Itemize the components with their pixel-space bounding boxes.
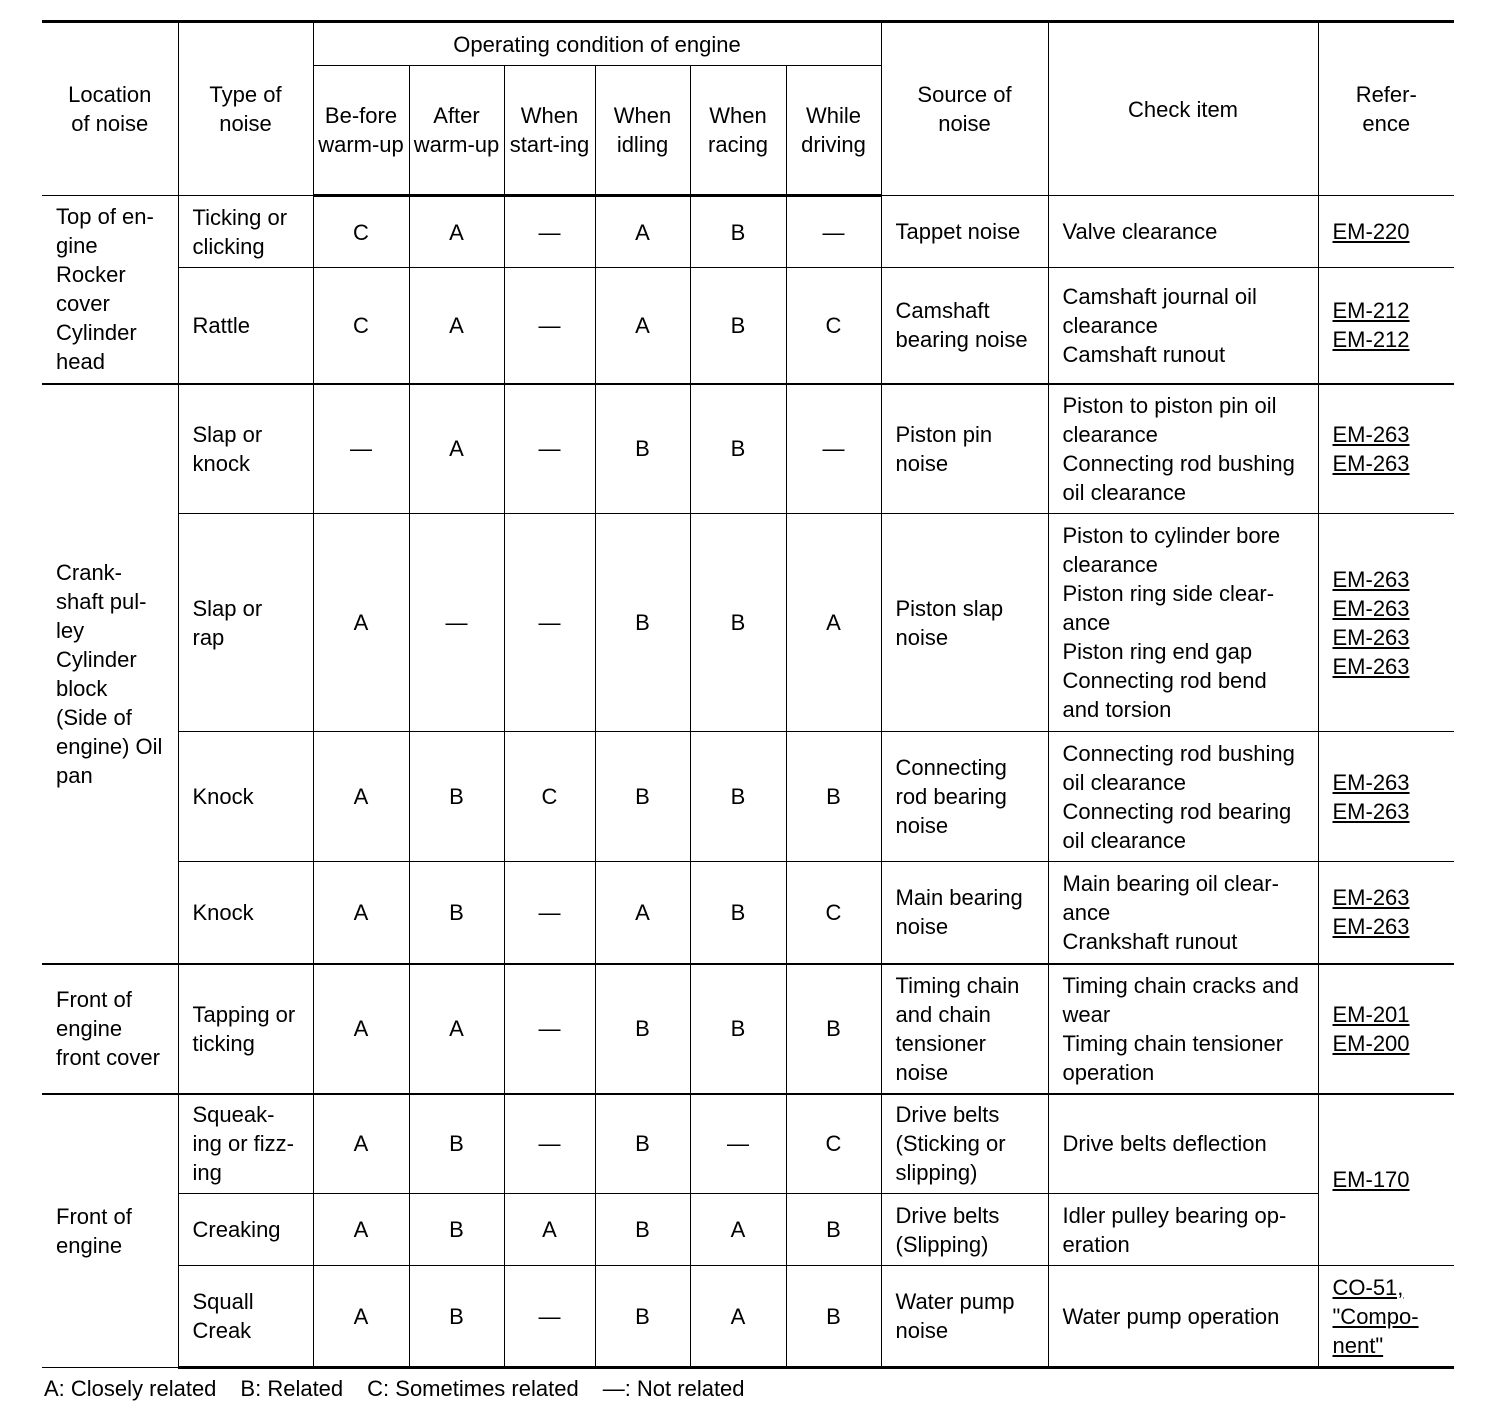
check-item: Piston ring end gap (1062, 639, 1253, 664)
table-row (42, 384, 1454, 514)
check-item: Piston to cylinder bore clearance (1062, 523, 1281, 577)
reference-cell (1318, 732, 1454, 862)
reference-link[interactable]: EM-263 (1332, 421, 1410, 447)
noise-source-cell: Connecting rod bearing noise (881, 732, 1048, 862)
check-item-cell (1048, 1194, 1318, 1266)
condition-rating-cell: B (690, 268, 786, 384)
reference-link[interactable]: EM-170 (1332, 1167, 1410, 1193)
condition-rating-cell: — (504, 964, 595, 1094)
noise-type-cell: Ticking or clicking (178, 196, 313, 268)
noise-source-cell: Water pump noise (881, 1266, 1048, 1368)
noise-source-cell: Main bearing noise (881, 862, 1048, 964)
reference-cell (1318, 862, 1454, 964)
condition-rating-cell: C (786, 862, 881, 964)
legend-item: —: Not related (602, 1376, 745, 1401)
condition-rating-cell: B (690, 964, 786, 1094)
table-row (42, 1094, 1454, 1194)
check-item-cell (1048, 964, 1318, 1094)
condition-rating-cell: — (409, 514, 504, 732)
noise-source-cell: Camshaft bearing noise (881, 268, 1048, 384)
reference-cell (1318, 964, 1454, 1094)
header-condition: While driving (786, 66, 881, 196)
check-item: Connecting rod bushing oil clearance (1062, 740, 1295, 795)
check-item: Connecting rod bearing oil clearance (1062, 798, 1292, 853)
legend (44, 1375, 769, 1403)
reference-link[interactable]: EM-263 (1332, 624, 1410, 650)
location-cell: Top of en-gine Rocker cover Cylinder head (42, 196, 178, 384)
noise-source-cell: Drive belts (Sticking or slipping) (881, 1094, 1048, 1194)
check-item-cell (1048, 268, 1318, 384)
noise-type-cell: Creaking (178, 1194, 313, 1266)
table-row (42, 862, 1454, 964)
table-row (42, 1194, 1454, 1266)
check-item: Water pump operation (1062, 1303, 1280, 1329)
noise-type-cell: Knock (178, 862, 313, 964)
reference-link[interactable]: EM-263 (1332, 769, 1410, 795)
noise-source-cell: Timing chain and chain tensioner noise (881, 964, 1048, 1094)
condition-rating-cell: — (504, 514, 595, 732)
reference-link[interactable]: EM-263 (1332, 450, 1410, 476)
condition-rating-cell: — (786, 384, 881, 514)
condition-rating-cell: B (595, 1266, 690, 1368)
check-item: Connecting rod bend and torsion (1062, 668, 1267, 722)
check-item: Piston to piston pin oil clearance (1062, 392, 1277, 447)
noise-source-cell: Piston slap noise (881, 514, 1048, 732)
reference-link[interactable]: CO-51, "Compo-nent" (1332, 1274, 1419, 1358)
condition-rating-cell: — (504, 384, 595, 514)
noise-type-cell: Slap or rap (178, 514, 313, 732)
reference-link[interactable]: EM-263 (1332, 566, 1410, 592)
condition-rating-cell: C (313, 268, 409, 384)
condition-rating-cell: A (409, 384, 504, 514)
condition-rating-cell: A (313, 862, 409, 964)
condition-rating-cell: A (595, 268, 690, 384)
condition-rating-cell: B (690, 384, 786, 514)
check-item-cell (1048, 1266, 1318, 1368)
noise-type-cell: Knock (178, 732, 313, 862)
reference-link[interactable]: EM-201 (1332, 1001, 1410, 1027)
condition-rating-cell: A (313, 1194, 409, 1266)
condition-rating-cell: B (690, 862, 786, 964)
condition-rating-cell: — (504, 196, 595, 268)
condition-rating-cell: B (786, 964, 881, 1094)
condition-rating-cell: B (595, 964, 690, 1094)
check-item: Timing chain tensioner operation (1062, 1030, 1284, 1085)
condition-rating-cell: B (786, 732, 881, 862)
header-condition: When racing (690, 66, 786, 196)
legend-item: B: Related (240, 1376, 344, 1401)
engine-noise-table (42, 20, 1454, 1369)
condition-rating-cell: A (409, 268, 504, 384)
header-source: Source of noise (881, 22, 1048, 196)
condition-rating-cell: A (690, 1194, 786, 1266)
condition-rating-cell: B (690, 514, 786, 732)
condition-rating-cell: — (786, 196, 881, 268)
reference-cell (1318, 514, 1454, 732)
check-item-cell (1048, 862, 1318, 964)
reference-link[interactable]: EM-200 (1332, 1030, 1410, 1056)
condition-rating-cell: B (409, 732, 504, 862)
reference-link[interactable]: EM-212 (1332, 298, 1410, 324)
condition-rating-cell: B (690, 196, 786, 268)
header-condition: Be-fore warm-up (313, 66, 409, 196)
noise-type-cell: Tapping or ticking (178, 964, 313, 1094)
reference-cell (1318, 384, 1454, 514)
check-item: Drive belts deflection (1062, 1131, 1267, 1157)
condition-rating-cell: B (595, 384, 690, 514)
check-item-cell (1048, 514, 1318, 732)
condition-rating-cell: B (690, 732, 786, 862)
condition-rating-cell: C (313, 196, 409, 268)
noise-type-cell: Squall Creak (178, 1266, 313, 1368)
check-item: Valve clearance (1062, 219, 1218, 244)
condition-rating-cell: C (786, 1094, 881, 1194)
table-row (42, 964, 1454, 1094)
legend-item: C: Sometimes related (367, 1376, 579, 1401)
noise-source-cell: Drive belts (Slipping) (881, 1194, 1048, 1266)
condition-rating-cell: A (690, 1266, 786, 1368)
check-item: Main bearing oil clear-ance (1062, 870, 1279, 925)
condition-rating-cell: A (313, 1094, 409, 1194)
condition-rating-cell: B (409, 862, 504, 964)
condition-rating-cell: B (595, 732, 690, 862)
condition-rating-cell: B (786, 1194, 881, 1266)
noise-source-cell: Piston pin noise (881, 384, 1048, 514)
check-item: Crankshaft runout (1062, 928, 1238, 954)
header-reference: Refer-ence (1318, 22, 1454, 196)
table-row (42, 514, 1454, 732)
header-location: Location of noise (42, 22, 178, 196)
condition-rating-cell: — (504, 268, 595, 384)
location-cell: Crank-shaft pul-ley Cylinder block (Side of engine) Oil pan (42, 384, 178, 964)
condition-rating-cell: A (409, 964, 504, 1094)
condition-rating-cell: A (595, 862, 690, 964)
check-item-cell (1048, 1094, 1318, 1194)
condition-rating-cell: A (313, 1266, 409, 1368)
condition-rating-cell: B (409, 1266, 504, 1368)
condition-rating-cell: B (595, 1094, 690, 1194)
check-item-cell (1048, 732, 1318, 862)
condition-rating-cell: — (690, 1094, 786, 1194)
reference-link[interactable]: EM-263 (1332, 914, 1410, 940)
check-item: Timing chain cracks and wear (1062, 972, 1299, 1027)
table-row (42, 1266, 1454, 1368)
reference-link[interactable]: EM-263 (1332, 885, 1410, 911)
table-row (42, 268, 1454, 384)
reference-link[interactable]: EM-263 (1332, 798, 1410, 824)
header-operating-condition: Operating condition of engine (313, 22, 881, 66)
condition-rating-cell: C (786, 268, 881, 384)
header-condition: When idling (595, 66, 690, 196)
condition-rating-cell: — (504, 862, 595, 964)
reference-link[interactable]: EM-263 (1332, 653, 1410, 679)
header-condition: After warm-up (409, 66, 504, 196)
reference-cell (1318, 196, 1454, 268)
noise-type-cell: Slap or knock (178, 384, 313, 514)
condition-rating-cell: A (595, 196, 690, 268)
check-item-cell (1048, 384, 1318, 514)
condition-rating-cell: A (504, 1194, 595, 1266)
check-item-cell (1048, 196, 1318, 268)
condition-rating-cell: B (786, 1266, 881, 1368)
condition-rating-cell: — (504, 1266, 595, 1368)
reference-link[interactable]: EM-220 (1332, 219, 1410, 244)
check-item: Camshaft journal oil clearance (1062, 283, 1257, 338)
header-condition: When start-ing (504, 66, 595, 196)
noise-type-cell: Squeak-ing or fizz-ing (178, 1094, 313, 1194)
check-item: Camshaft runout (1062, 341, 1226, 367)
check-item: Piston ring side clear-ance (1062, 581, 1275, 635)
legend-item: A: Closely related (44, 1376, 217, 1401)
header-type: Type of noise (178, 22, 313, 196)
noise-source-cell: Tappet noise (881, 196, 1048, 268)
condition-rating-cell: — (313, 384, 409, 514)
reference-cell (1318, 1266, 1454, 1368)
reference-link[interactable]: EM-263 (1332, 595, 1410, 621)
reference-cell (1318, 1094, 1454, 1266)
condition-rating-cell: A (409, 196, 504, 268)
check-item: Idler pulley bearing op-eration (1062, 1202, 1287, 1257)
reference-cell (1318, 268, 1454, 384)
header-check-item: Check item (1048, 22, 1318, 196)
condition-rating-cell: A (313, 732, 409, 862)
condition-rating-cell: B (409, 1194, 504, 1266)
location-cell: Front of engine (42, 1094, 178, 1368)
table-row (42, 196, 1454, 268)
condition-rating-cell: B (595, 1194, 690, 1266)
table-body (42, 196, 1454, 1368)
condition-rating-cell: — (504, 1094, 595, 1194)
condition-rating-cell: A (313, 964, 409, 1094)
condition-rating-cell: A (786, 514, 881, 732)
reference-link[interactable]: EM-212 (1332, 327, 1410, 353)
condition-rating-cell: B (409, 1094, 504, 1194)
location-cell: Front of engine front cover (42, 964, 178, 1094)
table-row (42, 732, 1454, 862)
condition-rating-cell: A (313, 514, 409, 732)
condition-rating-cell: C (504, 732, 595, 862)
check-item: Connecting rod bushing oil clearance (1062, 450, 1295, 505)
condition-rating-cell: B (595, 514, 690, 732)
noise-type-cell: Rattle (178, 268, 313, 384)
